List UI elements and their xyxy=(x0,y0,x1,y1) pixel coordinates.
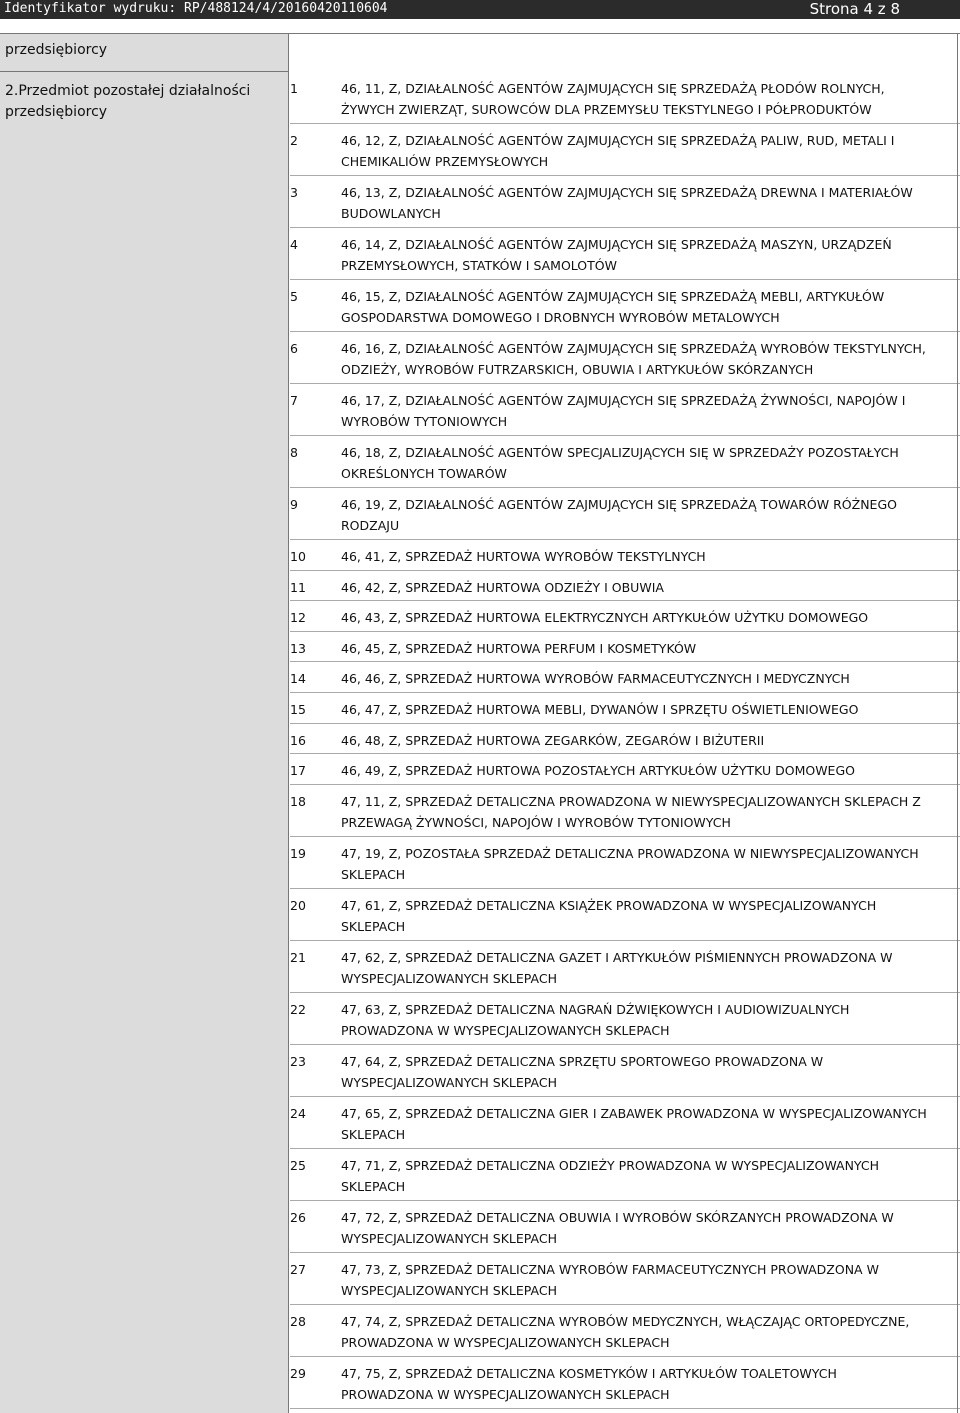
item-number: 25 xyxy=(290,1157,306,1173)
item-number: 26 xyxy=(290,1209,306,1225)
item-description-line1: 46, 16, Z, DZIAŁALNOŚĆ AGENTÓW ZAJMUJĄCYCH SIĘ SPRZEDAŻĄ WYROBÓW TEKSTYLNYCH, xyxy=(341,341,926,356)
item-number: 6 xyxy=(290,341,298,356)
list-item xyxy=(290,176,960,228)
list-item xyxy=(290,693,960,724)
item-description-line1: 46, 43, Z, SPRZEDAŻ HURTOWA ELEKTRYCZNYCH ARTYKUŁÓW UŻYTKU DOMOWEGO xyxy=(341,610,869,626)
print-identifier: Identyfikator wydruku: RP/488124/4/20160420110604 xyxy=(4,1,388,16)
list-item xyxy=(290,72,960,124)
item-description xyxy=(341,791,953,833)
list-item xyxy=(290,280,960,332)
print-header-bar xyxy=(0,0,960,19)
item-description-line2: SKLEPACH xyxy=(341,866,406,882)
item-description xyxy=(341,286,953,328)
item-number: 8 xyxy=(290,445,298,460)
item-description-line1: 46, 49, Z, SPRZEDAŻ HURTOWA POZOSTAŁYCH ARTYKUŁÓW UŻYTKU DOMOWEGO xyxy=(341,763,855,779)
item-description-line2: WYROBÓW TYTONIOWYCH xyxy=(341,414,508,429)
item-description xyxy=(341,1051,953,1093)
list-item xyxy=(290,1045,960,1097)
section-label xyxy=(5,81,250,123)
item-description-line1: 46, 18, Z, DZIAŁALNOŚĆ AGENTÓW SPECJALIZUJĄCYCH SIĘ W SPRZEDAŻY POZOSTAŁYCH xyxy=(341,445,899,460)
item-description-line1: 46, 19, Z, DZIAŁALNOŚĆ AGENTÓW ZAJMUJĄCYCH SIĘ SPRZEDAŻĄ TOWARÓW RÓŻNEGO xyxy=(341,497,897,512)
previous-row-label: przedsiębiorcy xyxy=(5,42,108,58)
list-item xyxy=(290,941,960,993)
list-item xyxy=(290,601,960,632)
list-item xyxy=(290,1149,960,1201)
item-number: 9 xyxy=(290,497,298,512)
item-description xyxy=(341,760,953,781)
item-description-line2: PROWADZONA W WYSPECJALIZOWANYCH SKLEPACH xyxy=(341,1334,670,1350)
item-description xyxy=(341,999,953,1041)
item-description-line1: 47, 61, Z, SPRZEDAŻ DETALICZNA KSIĄŻEK PROWADZONA W WYSPECJALIZOWANYCH xyxy=(341,897,877,913)
list-item xyxy=(290,124,960,176)
list-item xyxy=(290,785,960,837)
item-number: 12 xyxy=(290,610,306,626)
item-description-line1: 46, 14, Z, DZIAŁALNOŚĆ AGENTÓW ZAJMUJĄCYCH SIĘ SPRZEDAŻĄ MASZYN, URZĄDZEŃ xyxy=(341,237,892,252)
list-item xyxy=(290,662,960,693)
item-description-line2: PROWADZONA W WYSPECJALIZOWANYCH SKLEPACH xyxy=(341,1022,670,1038)
item-number: 24 xyxy=(290,1105,306,1121)
item-number: 21 xyxy=(290,949,306,965)
item-description xyxy=(341,895,953,937)
list-item xyxy=(290,754,960,785)
list-item xyxy=(290,332,960,384)
item-description xyxy=(341,442,953,484)
item-description-line2: WYSPECJALIZOWANYCH SKLEPACH xyxy=(341,1230,557,1246)
item-description xyxy=(341,730,953,751)
item-description-line1: 46, 13, Z, DZIAŁALNOŚĆ AGENTÓW ZAJMUJĄCYCH SIĘ SPRZEDAŻĄ DREWNA I MATERIAŁÓW xyxy=(341,185,913,200)
section-label-cell xyxy=(0,72,289,1413)
item-number: 5 xyxy=(290,289,298,304)
item-number: 4 xyxy=(290,237,298,252)
item-description-line1: 47, 64, Z, SPRZEDAŻ DETALICZNA SPRZĘTU SPORTOWEGO PROWADZONA W xyxy=(341,1053,824,1069)
item-description xyxy=(341,947,953,989)
item-number: 23 xyxy=(290,1053,306,1069)
item-description xyxy=(341,130,953,172)
item-number: 18 xyxy=(290,793,306,809)
list-item xyxy=(290,228,960,280)
item-description-line1: 47, 62, Z, SPRZEDAŻ DETALICZNA GAZET I ARTYKUŁÓW PIŚMIENNYCH PROWADZONA W xyxy=(341,949,893,965)
item-description-line2: RODZAJU xyxy=(341,518,400,533)
item-number: 27 xyxy=(290,1261,306,1277)
item-description xyxy=(341,577,953,598)
list-item xyxy=(290,540,960,571)
list-item xyxy=(290,384,960,436)
item-description xyxy=(341,78,953,120)
item-number: 11 xyxy=(290,579,306,595)
item-description-line2: SKLEPACH xyxy=(341,918,406,934)
item-number: 28 xyxy=(290,1313,306,1329)
item-description-line2: WYSPECJALIZOWANYCH SKLEPACH xyxy=(341,1074,557,1090)
item-description-line1: 46, 48, Z, SPRZEDAŻ HURTOWA ZEGARKÓW, ZEGARÓW I BIŻUTERII xyxy=(341,732,765,748)
item-description xyxy=(341,338,953,380)
item-number: 1 xyxy=(290,81,298,96)
item-number: 29 xyxy=(290,1365,306,1381)
item-description-line1: 46, 42, Z, SPRZEDAŻ HURTOWA ODZIEŻY I OBUWIA xyxy=(341,579,664,595)
list-item xyxy=(290,837,960,889)
item-number: 13 xyxy=(290,640,306,656)
section-label-line2: przedsiębiorcy xyxy=(5,104,108,120)
section-label-line1: 2.Przedmiot pozostałej działalności xyxy=(5,83,251,99)
item-number: 19 xyxy=(290,845,306,861)
list-item xyxy=(290,724,960,755)
item-description xyxy=(341,546,953,567)
item-description xyxy=(341,1363,953,1405)
item-number: 20 xyxy=(290,897,306,913)
item-description xyxy=(341,494,953,536)
activity-section-table xyxy=(0,33,960,1413)
item-description-line1: 46, 12, Z, DZIAŁALNOŚĆ AGENTÓW ZAJMUJĄCYCH SIĘ SPRZEDAŻĄ PALIW, RUD, METALI I xyxy=(341,133,895,148)
item-description-line2: BUDOWLANYCH xyxy=(341,206,441,221)
item-number: 14 xyxy=(290,671,306,687)
item-description xyxy=(341,638,953,659)
item-number: 15 xyxy=(290,702,306,717)
item-description xyxy=(341,182,953,224)
item-description xyxy=(341,699,953,720)
item-description-line2: CHEMIKALIÓW PRZEMYSŁOWYCH xyxy=(341,154,549,169)
item-description-line1: 47, 74, Z, SPRZEDAŻ DETALICZNA WYROBÓW MEDYCZNYCH, WŁĄCZAJĄC ORTOPEDYCZNE, xyxy=(341,1313,910,1329)
item-description xyxy=(341,843,953,885)
item-description-line2: PROWADZONA W WYSPECJALIZOWANYCH SKLEPACH xyxy=(341,1386,670,1402)
item-description-line2: PRZEWAGĄ ŻYWNOŚCI, NAPOJÓW I WYROBÓW TYTONIOWYCH xyxy=(341,814,731,830)
item-description-line1: 46, 17, Z, DZIAŁALNOŚĆ AGENTÓW ZAJMUJĄCYCH SIĘ SPRZEDAŻĄ ŻYWNOŚCI, NAPOJÓW I xyxy=(341,393,906,408)
item-description xyxy=(341,1311,953,1353)
item-number: 17 xyxy=(290,763,306,779)
item-description-line1: 46, 45, Z, SPRZEDAŻ HURTOWA PERFUM I KOSMETYKÓW xyxy=(341,640,697,656)
item-description-line1: 47, 75, Z, SPRZEDAŻ DETALICZNA KOSMETYKÓW I ARTYKUŁÓW TOALETOWYCH xyxy=(341,1365,837,1381)
list-item xyxy=(290,1305,960,1357)
item-description-line2: ODZIEŻY, WYROBÓW FUTRZARSKICH, OBUWIA I ARTYKUŁÓW SKÓRZANYCH xyxy=(341,362,814,377)
item-description-line1: 47, 65, Z, SPRZEDAŻ DETALICZNA GIER I ZABAWEK PROWADZONA W WYSPECJALIZOWANYCH xyxy=(341,1105,927,1121)
list-item xyxy=(290,889,960,941)
item-description-line2: ŻYWYCH ZWIERZĄT, SUROWCÓW DLA PRZEMYSŁU TEKSTYLNEGO I PÓŁPRODUKTÓW xyxy=(341,102,872,117)
list-item xyxy=(290,1201,960,1253)
item-description xyxy=(341,1207,953,1249)
item-number: 22 xyxy=(290,1001,306,1017)
item-description xyxy=(341,668,953,689)
item-description-line1: 46, 46, Z, SPRZEDAŻ HURTOWA WYROBÓW FARMACEUTYCZNYCH I MEDYCZNYCH xyxy=(341,671,850,687)
item-description-line2: PRZEMYSŁOWYCH, STATKÓW I SAMOLOTÓW xyxy=(341,258,617,273)
list-item xyxy=(290,993,960,1045)
item-number: 16 xyxy=(290,732,306,748)
table-right-border xyxy=(957,33,958,1413)
item-description xyxy=(341,234,953,276)
item-description-line2: WYSPECJALIZOWANYCH SKLEPACH xyxy=(341,970,557,986)
item-number: 7 xyxy=(290,393,298,408)
item-description-line2: SKLEPACH xyxy=(341,1126,406,1142)
item-description xyxy=(341,607,953,628)
item-description-line2: WYSPECJALIZOWANYCH SKLEPACH xyxy=(341,1282,557,1298)
item-description-line1: 47, 19, Z, POZOSTAŁA SPRZEDAŻ DETALICZNA PROWADZONA W NIEWYSPECJALIZOWANYCH xyxy=(341,845,919,861)
item-description xyxy=(341,1103,953,1145)
item-description-line2: SKLEPACH xyxy=(341,1178,406,1194)
item-description xyxy=(341,1155,953,1197)
item-description-line1: 47, 63, Z, SPRZEDAŻ DETALICZNA NAGRAŃ DŹWIĘKOWYCH I AUDIOWIZUALNYCH xyxy=(341,1001,850,1017)
list-item xyxy=(290,1097,960,1149)
list-item xyxy=(290,571,960,602)
item-description-line2: GOSPODARSTWA DOMOWEGO I DROBNYCH WYROBÓW METALOWYCH xyxy=(341,310,780,325)
list-item xyxy=(290,1253,960,1305)
list-item xyxy=(290,1357,960,1409)
list-item xyxy=(290,632,960,663)
previous-row-label-cell xyxy=(0,34,289,72)
item-number: 2 xyxy=(290,133,298,148)
item-description-line1: 47, 71, Z, SPRZEDAŻ DETALICZNA ODZIEŻY PROWADZONA W WYSPECJALIZOWANYCH xyxy=(341,1157,880,1173)
item-description-line1: 46, 41, Z, SPRZEDAŻ HURTOWA WYROBÓW TEKSTYLNYCH xyxy=(341,549,706,564)
item-description-line1: 47, 72, Z, SPRZEDAŻ DETALICZNA OBUWIA I WYROBÓW SKÓRZANYCH PROWADZONA W xyxy=(341,1209,894,1225)
item-description-line1: 47, 11, Z, SPRZEDAŻ DETALICZNA PROWADZONA W NIEWYSPECJALIZOWANYCH SKLEPACH Z xyxy=(341,793,921,809)
item-number: 10 xyxy=(290,549,306,564)
item-number: 3 xyxy=(290,185,298,200)
list-item xyxy=(290,488,960,540)
item-description-line1: 46, 15, Z, DZIAŁALNOŚĆ AGENTÓW ZAJMUJĄCYCH SIĘ SPRZEDAŻĄ MEBLI, ARTYKUŁÓW xyxy=(341,289,885,304)
item-description-line2: OKREŚLONYCH TOWARÓW xyxy=(341,466,507,481)
list-item xyxy=(290,436,960,488)
item-description-line1: 46, 47, Z, SPRZEDAŻ HURTOWA MEBLI, DYWANÓW I SPRZĘTU OŚWIETLENIOWEGO xyxy=(341,702,859,717)
item-description-line1: 46, 11, Z, DZIAŁALNOŚĆ AGENTÓW ZAJMUJĄCYCH SIĘ SPRZEDAŻĄ PŁODÓW ROLNYCH, xyxy=(341,81,885,96)
item-description xyxy=(341,390,953,432)
item-description xyxy=(341,1259,953,1301)
item-description-line1: 47, 73, Z, SPRZEDAŻ DETALICZNA WYROBÓW FARMACEUTYCZNYCH PROWADZONA W xyxy=(341,1261,879,1277)
page-number: Strona 4 z 8 xyxy=(809,0,900,18)
